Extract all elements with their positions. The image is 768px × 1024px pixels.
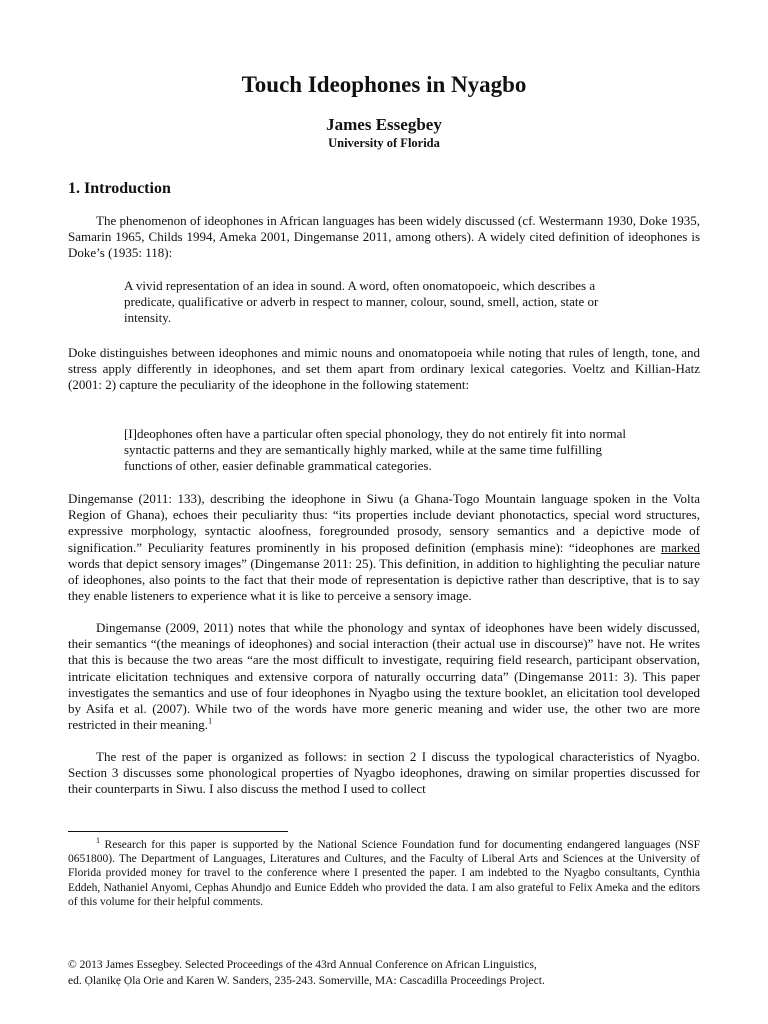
paragraph-4-text: Dingemanse (2009, 2011) notes that while the phonology and syntax of ideophones have been widely discussed, their semantics “(the meanings of ideophones) and social interaction (their actual use in discourse)” have not. He writes that this is because the two areas “are the most difficult to investigate, requiring field research, participant observation, intricate elicitation techniques and extensive corpora of naturally occurring data” (Dingemanse 2011: 3). This paper investigates the semantics and use of four ideophones in Nyagbo using the texture booklet, an elicitation tool developed by Asifa et al. (2007). While two of the words have more generic meaning and wider use, the other two are more restricted in their meaning. (68, 620, 700, 733)
paper-title: Touch Ideophones in Nyagbo (241, 72, 527, 97)
footnote-number: 1 (96, 836, 100, 846)
block-quote-voeltz: [I]deophones often have a particular often special phonology, they do not entirely fit into normal syntactic patterns and they are semantically highly marked, while at the same time fulfilling functions of other, easier definable grammatical categories. (124, 426, 627, 474)
intro-paragraph-1: The phenomenon of ideophones in African languages has been widely discussed (cf. Westermann 1930, Doke 1935, Samarin 1965, Childs 1994, Ameka 2001, Dingemanse 2011, among others). A widely cited definition of ideophones is Doke’s (1935: 118): (68, 213, 700, 261)
copyright-line-2: ed. Ọlanikẹ Ọla Orie and Karen W. Sanders, 235-243. Somerville, MA: Cascadilla Proceedings Project. (68, 975, 545, 987)
copyright-notice (68, 957, 708, 989)
author-name: James Essegbey (326, 115, 442, 134)
intro-paragraph-5: The rest of the paper is organized as follows: in section 2 I discuss the typological characteristics of Nyagbo. Section 3 discusses some phonological properties of Nyagbo ideophones, drawing on similar properties discussed for their counterparts in Siwu. I also discuss the method I used to collect (68, 749, 700, 797)
intro-paragraph-4 (68, 620, 700, 733)
paragraph-3-text-b: words that depict sensory images” (Dingemanse 2011: 25). This definition, in addition to highlighting the peculiar nature of ideophones, also points to the fact that their mode of representation is depictive rather than descriptive, that is to say they enable listeners to experience what it is like to perceive a sensory image. (68, 555, 700, 604)
section-heading: 1. Introduction (68, 180, 171, 197)
intro-paragraph-2: Doke distinguishes between ideophones and mimic nouns and onomatopoeia while noting that rules of length, tone, and stress apply differently in ideophones, and set them apart from ordinary lexical categories. Voeltz and Killian-Hatz (2001: 2) capture the peculiarity of the ideophone in the following statement: (68, 345, 700, 393)
paragraph-3-text-a: Dingemanse (2011: 133), describing the ideophone in Siwu (a Ghana-Togo Mountain language spoken in the Volta Region of Ghana), echoes their peculiarity thus: “its properties include deviant phonotactics, special word structures, expressive morphology, syntactic aloofness, foregrounded prosody, sensory semantics and a depictive mode of signification.” Peculiarity features prominently in his proposed definition (emphasis mine): “ideophones are (68, 491, 700, 555)
emphasis-marked: marked (661, 539, 700, 555)
footnote (68, 838, 700, 909)
author-affiliation: University of Florida (328, 136, 440, 150)
copyright-line-1: © 2013 James Essegbey. Selected Proceedings of the 43rd Annual Conference on African Linguistics, (68, 959, 537, 971)
intro-paragraph-3 (68, 491, 700, 604)
footnote-divider (68, 831, 288, 832)
block-quote-doke: A vivid representation of an idea in sound. A word, often onomatopoeic, which describes a predicate, qualificative or adverb in respect to manner, colour, sound, smell, action, state or intensity. (124, 278, 599, 326)
footnote-reference: 1 (208, 716, 213, 726)
footnote-text: Research for this paper is supported by the National Science Foundation fund for documenting endangered languages (NSF 0651800). The Department of Languages, Literatures and Cultures, and the Faculty of Liberal Arts and Sciences at the University of Florida provided money for travel to the conference where I presented the paper. I am indebted to the Nyagbo consultants, Cynthia Eddeh, Nathaniel Anyomi, Cephas Ahundjo and Eunice Eddeh who provided the data. I am also grateful to Felix Ameka and the editors of this volume for their helpful comments. (68, 839, 700, 908)
